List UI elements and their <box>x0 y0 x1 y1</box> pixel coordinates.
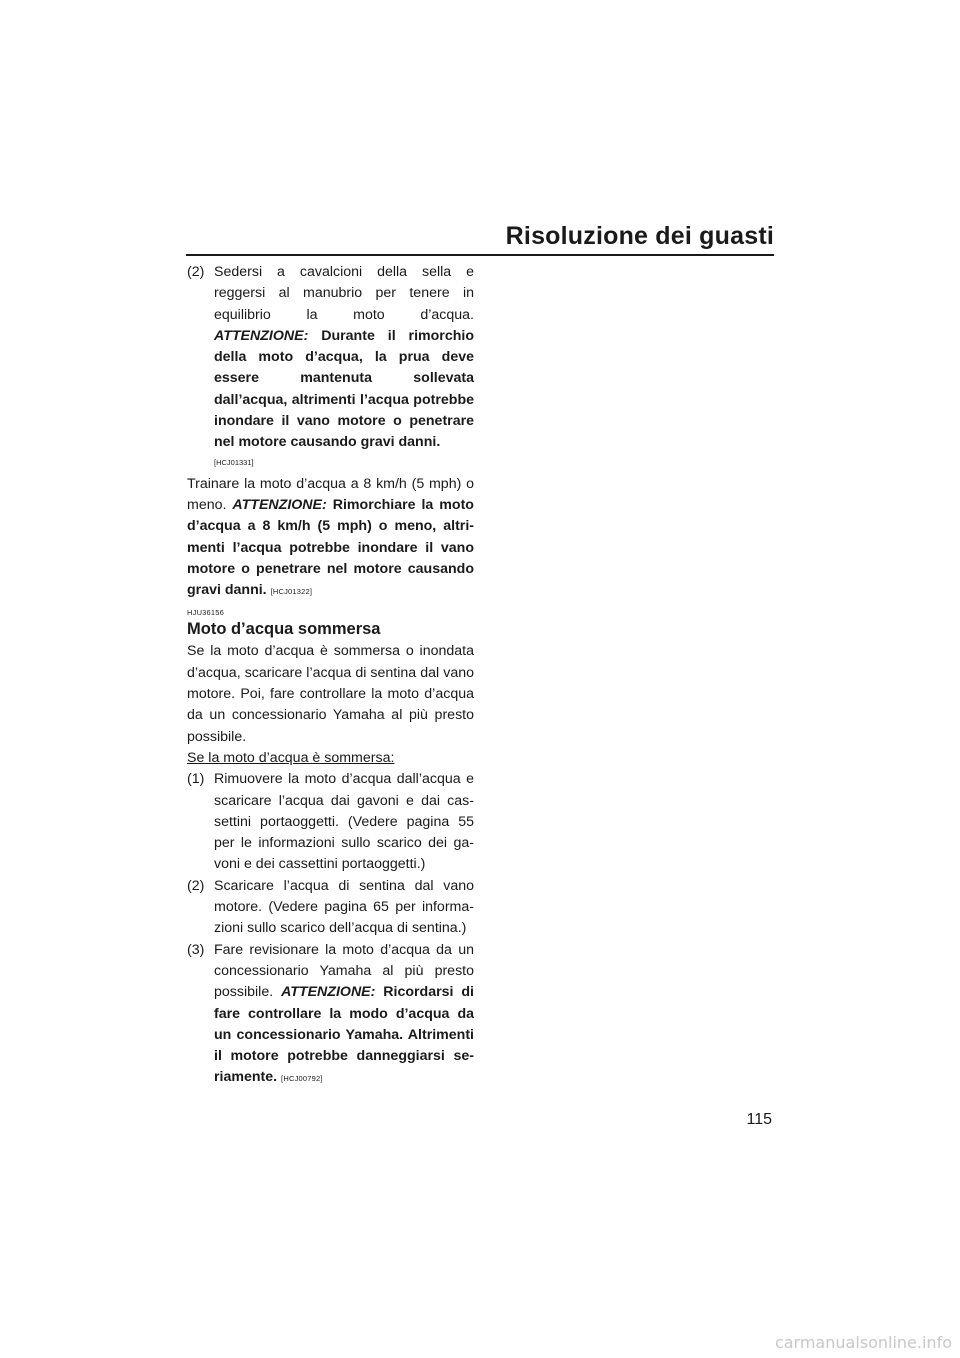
main-content <box>187 262 474 1090</box>
submerged-step-3 <box>187 940 474 1090</box>
step-text: Rimuovere la moto d’acqua dall’acqua e scaricare l’acqua dai gavoni e dai cassettini portaoggetti. (Vedere pagina 55 per le informazioni sullo scarico dei gavoni e dei cassettini portaoggetti.) <box>214 771 474 873</box>
step-text: Sedersi a cavalcioni della sella e reggersi al manubrio per tenere in equilibrio la moto d’acqua. <box>214 264 474 323</box>
step-number: (2) <box>187 877 205 894</box>
step-number: (3) <box>187 941 205 958</box>
section-code: HJU36156 <box>187 608 225 618</box>
towing-speed-paragraph <box>187 474 474 603</box>
submerged-subhead: Se la moto d’acqua è sommersa: <box>187 749 395 766</box>
watermark: carmanualsonline.info <box>774 1333 952 1352</box>
caution-text: Rimorchiare la moto d’acqua a 8 km/h (5 mph) o meno, altrimenti l’acqua potrebbe inondare il vano motore o penetrare nel motore causando gravi danni. <box>187 496 474 599</box>
caution-code: [HCJ01331] <box>214 457 254 467</box>
step-text: Fare revisionare la moto d’acqua da un concessionario Yamaha al più presto possibile. <box>214 941 474 1001</box>
caution-code: [HCJ00792] <box>281 1074 323 1084</box>
caution-label: ATTENZIONE: <box>214 327 309 344</box>
step-number: (2) <box>187 264 205 280</box>
towing-step-2 <box>187 262 474 454</box>
submerged-step-1 <box>187 769 474 875</box>
header-rule <box>186 254 774 256</box>
caution-code: [HCJ01322] <box>270 587 313 597</box>
caution-text: Ricordarsi di fare controllare la modo d’acqua da un concessionario Yamaha. Altrimenti il motore potrebbe danneggiarsi seriamente. <box>214 984 474 1086</box>
submerged-intro: Se la moto d’acqua è sommersa o inondata d’acqua, scaricare l’acqua di sentina dal vano motore. Poi, fare controllare la moto d’acqua da un concessionario Yamaha al più presto possibile. <box>187 643 474 745</box>
step-text: Scaricare l’acqua di sentina dal vano motore. (Vedere pagina 65 per informazioni sullo scarico dell’acqua di sentina.) <box>214 877 474 937</box>
caution-text: Durante il rimorchio della moto d’acqua, la prua deve essere mantenuta sollevata dall’acqua, altrimenti l’acqua potrebbe inondare il vano motore o penetrare nel motore causando gravi danni. <box>214 327 474 451</box>
submerged-step-2 <box>187 876 474 940</box>
caution-label: ATTENZIONE: <box>232 496 327 513</box>
section-title: Moto d’acqua sommersa <box>187 620 381 639</box>
page-number: 115 <box>746 1111 772 1128</box>
caution-label: ATTENZIONE: <box>281 984 376 1001</box>
step-number: (1) <box>187 771 205 788</box>
page-header-title: Risoluzione dei guasti <box>505 222 774 250</box>
paragraph-text: Trainare la moto d’acqua a 8 km/h (5 mph) o meno. <box>187 475 474 513</box>
